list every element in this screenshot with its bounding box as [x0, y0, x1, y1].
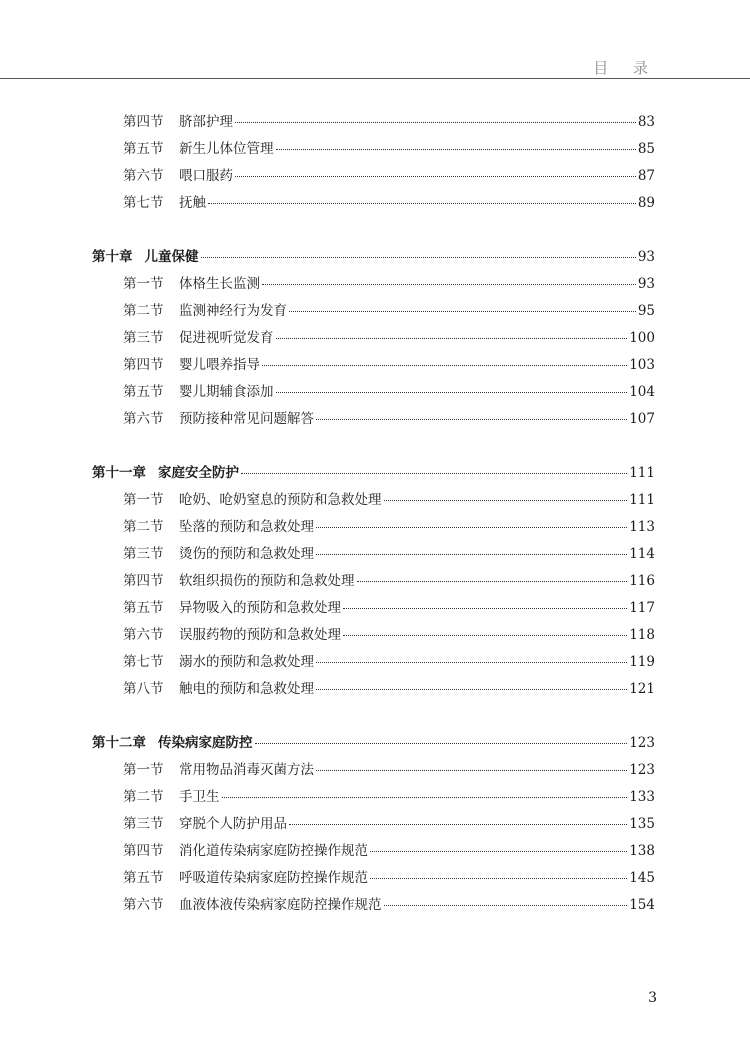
section-title: 喂口服药: [179, 168, 233, 184]
toc-section[interactable]: [123, 164, 655, 184]
dot-leader: [262, 283, 636, 285]
dot-leader: [276, 337, 628, 339]
toc-section[interactable]: [123, 623, 655, 643]
section-number: 第四节: [123, 114, 164, 130]
section-number: 第三节: [123, 546, 164, 562]
toc-section[interactable]: [123, 866, 655, 886]
toc-section[interactable]: [123, 650, 655, 670]
section-number: 第一节: [123, 762, 164, 778]
section-number: 第三节: [123, 330, 164, 346]
section-page-number: 107: [629, 411, 655, 427]
dot-leader: [384, 904, 628, 906]
section-number: 第七节: [123, 195, 164, 211]
section-title: 坠落的预防和急救处理: [179, 519, 314, 535]
section-title: 监测神经行为发育: [179, 303, 287, 319]
dot-leader: [343, 634, 627, 636]
section-title: 预防接种常见问题解答: [179, 411, 314, 427]
dot-leader: [289, 310, 636, 312]
section-number: 第二节: [123, 303, 164, 319]
toc-section[interactable]: [123, 353, 655, 373]
dot-leader: [201, 256, 636, 258]
chapter-number: 第十二章: [92, 735, 146, 751]
toc-chapter[interactable]: [92, 731, 655, 751]
chapter-title: 家庭安全防护: [158, 465, 239, 481]
section-title: 血液体液传染病家庭防控操作规范: [179, 897, 382, 913]
section-title: 体格生长监测: [179, 276, 260, 292]
dot-leader: [235, 175, 636, 177]
section-number: 第二节: [123, 789, 164, 805]
section-number: 第七节: [123, 654, 164, 670]
section-title: 脐部护理: [179, 114, 233, 130]
dot-leader: [255, 742, 628, 744]
header-rule: [0, 78, 750, 79]
section-title: 婴儿喂养指导: [179, 357, 260, 373]
section-page-number: 103: [629, 357, 655, 373]
chapter-title: 儿童保健: [144, 249, 199, 265]
section-title: 常用物品消毒灭菌方法: [179, 762, 314, 778]
dot-leader: [370, 877, 627, 879]
section-number: 第六节: [123, 627, 164, 643]
section-number: 第六节: [123, 897, 164, 913]
section-page-number: 114: [629, 546, 655, 562]
section-number: 第五节: [123, 870, 164, 886]
dot-leader: [222, 796, 628, 798]
section-page-number: 117: [629, 600, 655, 616]
section-number: 第四节: [123, 357, 164, 373]
toc-section[interactable]: [123, 191, 655, 211]
toc-section[interactable]: [123, 569, 655, 589]
section-number: 第三节: [123, 816, 164, 832]
section-title: 误服药物的预防和急救处理: [179, 627, 341, 643]
toc-section[interactable]: [123, 596, 655, 616]
toc-section[interactable]: [123, 758, 655, 778]
toc-section[interactable]: [123, 326, 655, 346]
section-title: 呼吸道传染病家庭防控操作规范: [179, 870, 368, 886]
section-title: 呛奶、呛奶窒息的预防和急救处理: [179, 492, 382, 508]
section-page-number: 133: [629, 789, 655, 805]
section-page-number: 138: [629, 843, 655, 859]
section-page-number: 123: [629, 762, 655, 778]
chapter-page-number: 93: [637, 249, 655, 265]
section-page-number: 89: [637, 195, 655, 211]
section-page-number: 119: [629, 654, 655, 670]
chapter-number: 第十章: [92, 249, 133, 265]
section-number: 第五节: [123, 384, 164, 400]
dot-leader: [262, 364, 627, 366]
dot-leader: [235, 121, 636, 123]
toc-section[interactable]: [123, 110, 655, 130]
section-title: 烫伤的预防和急救处理: [179, 546, 314, 562]
section-page-number: 87: [637, 168, 655, 184]
toc-section[interactable]: [123, 677, 655, 697]
section-title: 婴儿期辅食添加: [179, 384, 274, 400]
section-page-number: 135: [629, 816, 655, 832]
dot-leader: [208, 202, 636, 204]
toc-section[interactable]: [123, 839, 655, 859]
dot-leader: [316, 688, 627, 690]
toc-section[interactable]: [123, 299, 655, 319]
dot-leader: [316, 526, 627, 528]
section-page-number: 95: [637, 303, 655, 319]
section-title: 新生儿体位管理: [179, 141, 274, 157]
toc-chapter[interactable]: [92, 461, 655, 481]
section-title: 穿脱个人防护用品: [179, 816, 287, 832]
section-number: 第二节: [123, 519, 164, 535]
dot-leader: [276, 391, 628, 393]
page-number: 3: [648, 990, 657, 1006]
section-number: 第四节: [123, 573, 164, 589]
toc-section[interactable]: [123, 812, 655, 832]
section-number: 第四节: [123, 843, 164, 859]
toc-chapter[interactable]: [92, 245, 655, 265]
section-page-number: 83: [637, 114, 655, 130]
section-page-number: 145: [629, 870, 655, 886]
section-number: 第六节: [123, 168, 164, 184]
section-page-number: 154: [629, 897, 655, 913]
chapter-page-number: 111: [629, 465, 655, 481]
section-title: 触电的预防和急救处理: [179, 681, 314, 697]
dot-leader: [276, 148, 636, 150]
section-page-number: 113: [629, 519, 655, 535]
toc-section[interactable]: [123, 515, 655, 535]
dot-leader: [289, 823, 627, 825]
section-title: 手卫生: [179, 789, 220, 805]
section-page-number: 121: [629, 681, 655, 697]
toc-section[interactable]: [123, 272, 655, 292]
toc-section[interactable]: [123, 407, 655, 427]
chapter-title: 传染病家庭防控: [158, 735, 253, 751]
section-title: 软组织损伤的预防和急救处理: [179, 573, 355, 589]
toc-section[interactable]: [123, 542, 655, 562]
section-page-number: 118: [629, 627, 655, 643]
section-title: 异物吸入的预防和急救处理: [179, 600, 341, 616]
section-page-number: 93: [637, 276, 655, 292]
section-title: 溺水的预防和急救处理: [179, 654, 314, 670]
dot-leader: [316, 661, 627, 663]
section-number: 第五节: [123, 141, 164, 157]
section-number: 第一节: [123, 276, 164, 292]
toc-section[interactable]: [123, 380, 655, 400]
toc-section[interactable]: [123, 137, 655, 157]
running-header-title: 目 录: [593, 59, 658, 77]
section-number: 第五节: [123, 600, 164, 616]
section-page-number: 111: [629, 492, 655, 508]
chapter-page-number: 123: [629, 735, 655, 751]
dot-leader: [357, 580, 628, 582]
dot-leader: [343, 607, 627, 609]
section-title: 促进视听觉发育: [179, 330, 274, 346]
dot-leader: [370, 850, 627, 852]
section-number: 第八节: [123, 681, 164, 697]
section-title: 抚触: [179, 195, 206, 211]
dot-leader: [241, 472, 627, 474]
toc-section[interactable]: [123, 785, 655, 805]
section-page-number: 100: [629, 330, 655, 346]
dot-leader: [316, 418, 627, 420]
section-page-number: 104: [629, 384, 655, 400]
chapter-number: 第十一章: [92, 465, 146, 481]
section-number: 第六节: [123, 411, 164, 427]
toc-section[interactable]: [123, 893, 655, 913]
toc-section[interactable]: [123, 488, 655, 508]
dot-leader: [316, 769, 627, 771]
section-number: 第一节: [123, 492, 164, 508]
dot-leader: [316, 553, 627, 555]
section-page-number: 85: [637, 141, 655, 157]
dot-leader: [384, 499, 628, 501]
section-page-number: 116: [629, 573, 655, 589]
section-title: 消化道传染病家庭防控操作规范: [179, 843, 368, 859]
